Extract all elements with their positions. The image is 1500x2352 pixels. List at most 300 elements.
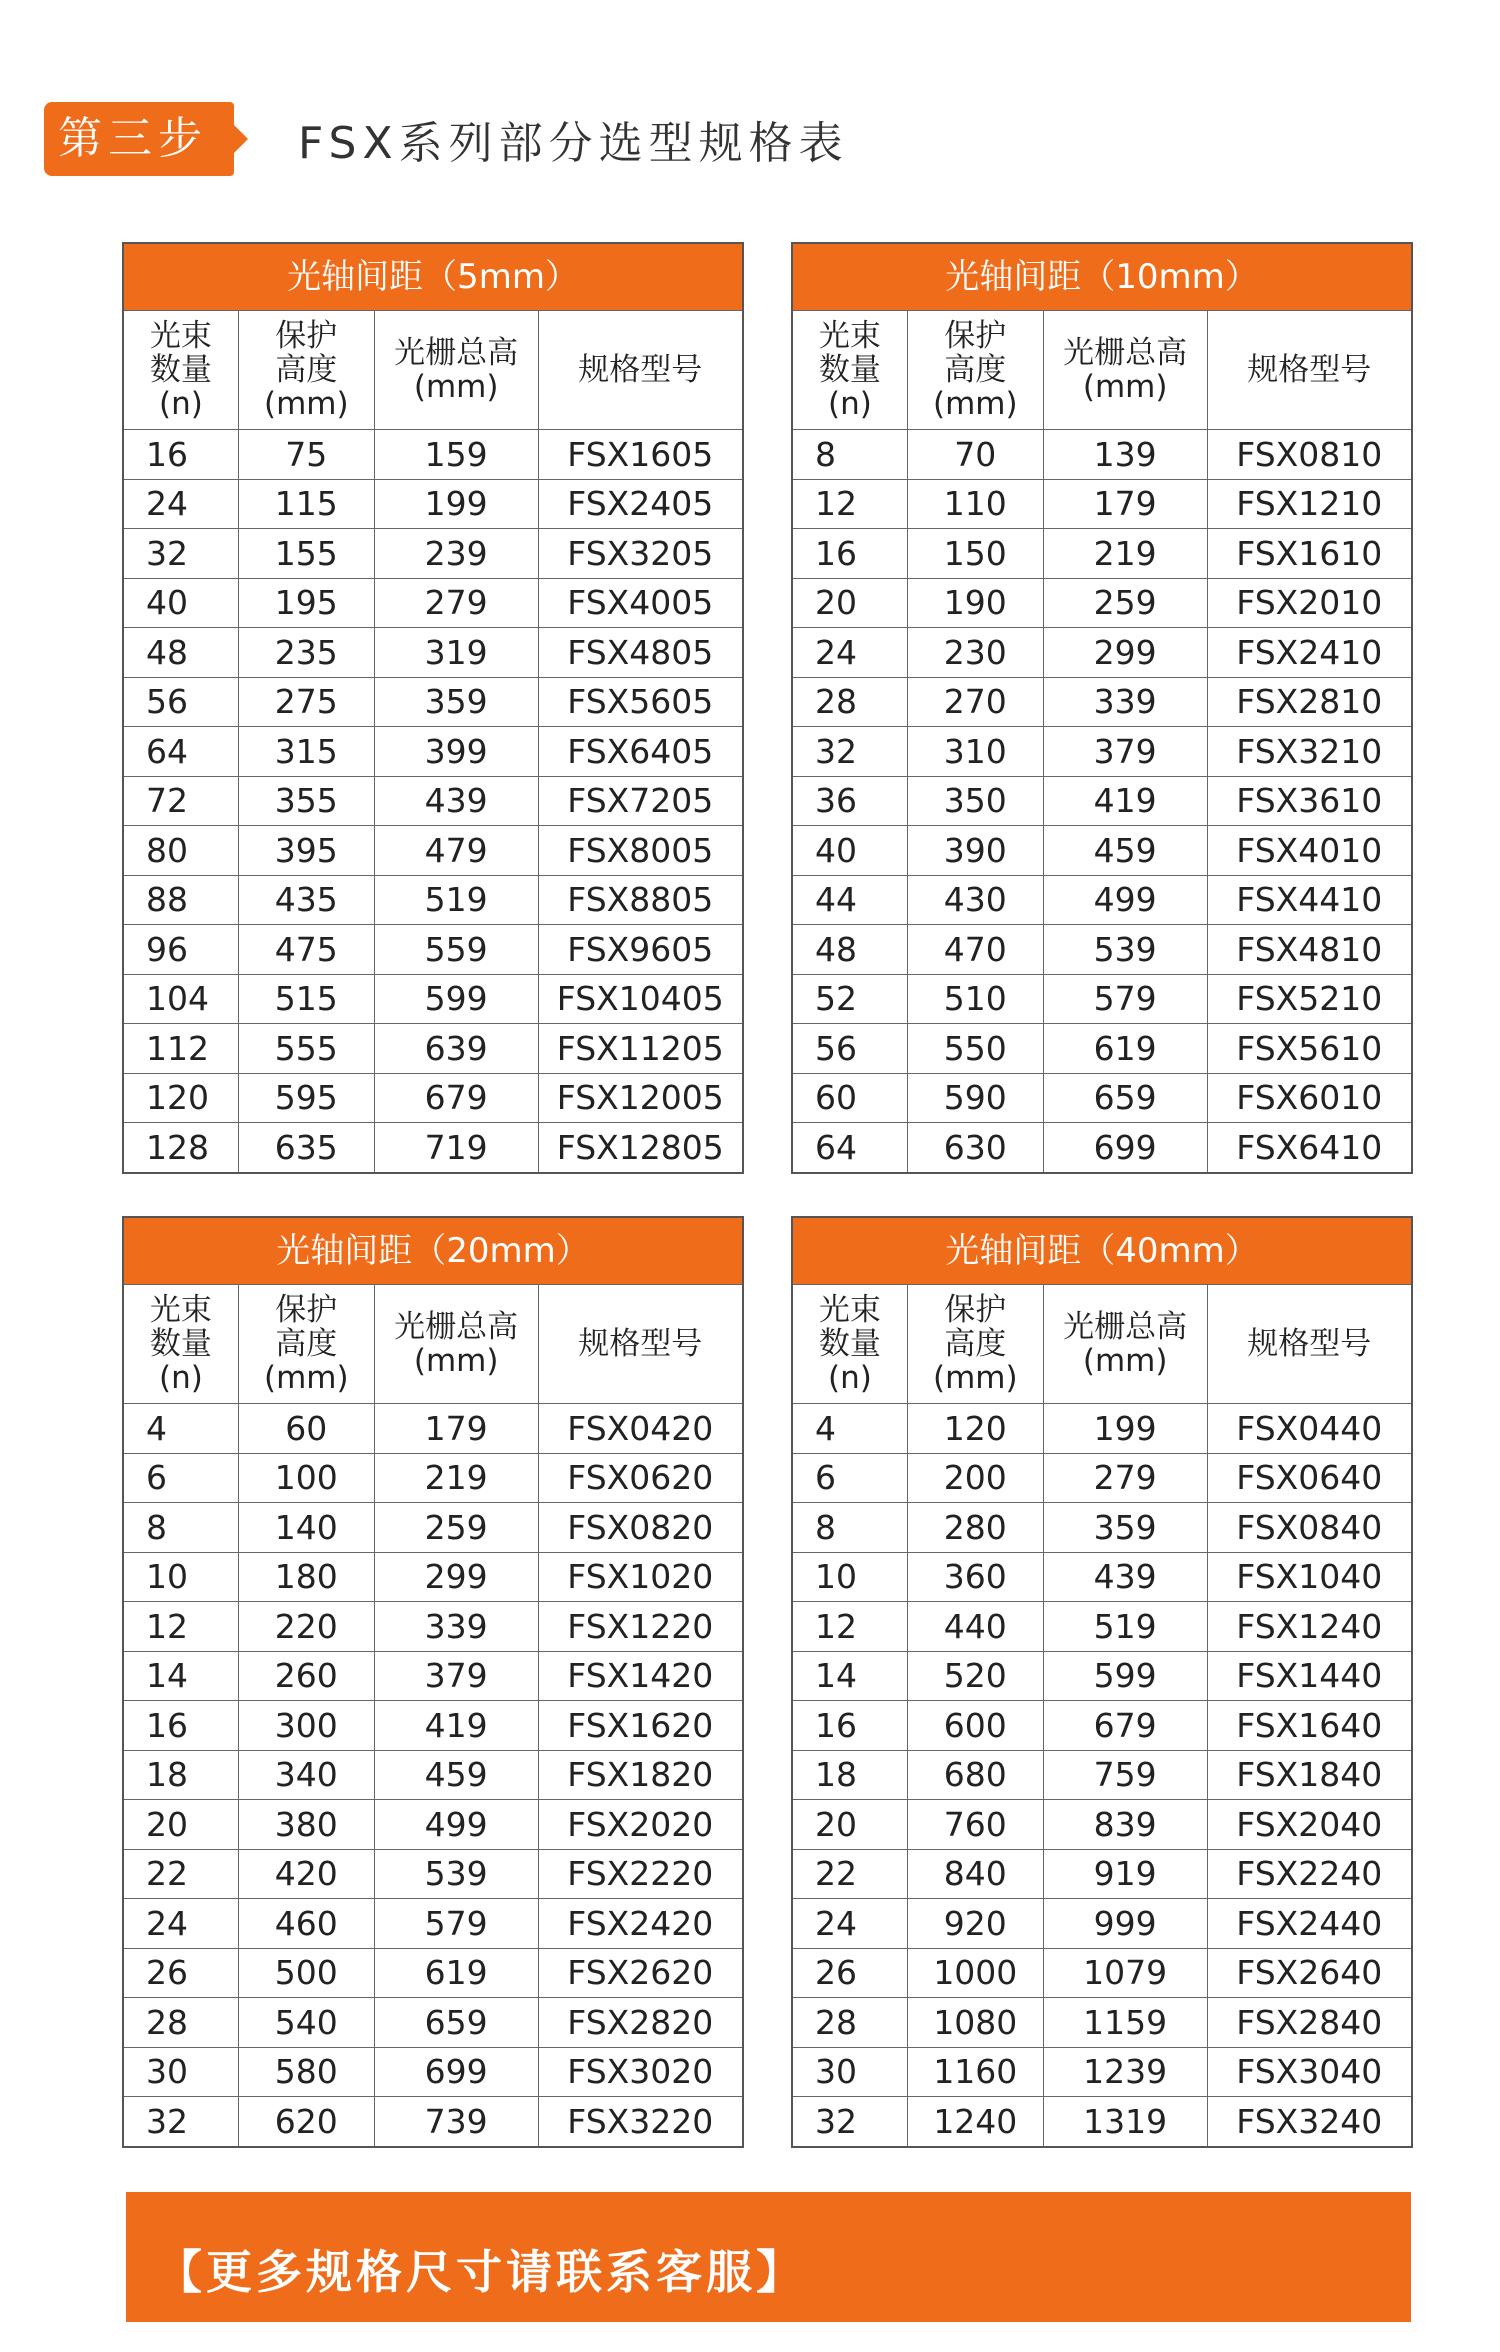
table-row bbox=[793, 1800, 1411, 1850]
total-height-cell: 459 bbox=[1043, 826, 1207, 876]
step-header bbox=[44, 102, 849, 176]
model-cell: FSX2640 bbox=[1207, 1948, 1411, 1998]
table-row bbox=[124, 578, 742, 628]
model-cell: FSX4410 bbox=[1207, 875, 1411, 925]
total-height-cell: 419 bbox=[374, 1701, 538, 1751]
total-height-cell: 1319 bbox=[1043, 2097, 1207, 2146]
beam-count-cell: 6 bbox=[793, 1453, 907, 1503]
model-cell: FSX4005 bbox=[538, 578, 742, 628]
protection-height-cell: 120 bbox=[907, 1404, 1043, 1454]
total-height-cell: 499 bbox=[1043, 875, 1207, 925]
protection-height-cell: 840 bbox=[907, 1849, 1043, 1899]
total-height-cell: 659 bbox=[1043, 1073, 1207, 1123]
total-height-cell: 1159 bbox=[1043, 1998, 1207, 2048]
model-cell: FSX1040 bbox=[1207, 1552, 1411, 1602]
spec-table-40mm bbox=[791, 1216, 1413, 2148]
beam-count-cell: 28 bbox=[793, 677, 907, 727]
table-title: 光轴间距（5mm） bbox=[124, 244, 742, 310]
total-height-cell: 579 bbox=[1043, 974, 1207, 1024]
table-title: 光轴间距（10mm） bbox=[793, 244, 1411, 310]
table-row bbox=[793, 776, 1411, 826]
beam-count-cell: 60 bbox=[793, 1073, 907, 1123]
model-cell: FSX4810 bbox=[1207, 925, 1411, 975]
protection-height-cell: 315 bbox=[238, 727, 374, 777]
total-height-cell: 479 bbox=[374, 826, 538, 876]
protection-height-cell: 1160 bbox=[907, 2047, 1043, 2097]
protection-height-cell: 760 bbox=[907, 1800, 1043, 1850]
total-height-cell: 219 bbox=[1043, 529, 1207, 579]
protection-height-cell: 440 bbox=[907, 1602, 1043, 1652]
beam-count-cell: 8 bbox=[793, 430, 907, 480]
beam-count-cell: 30 bbox=[124, 2047, 238, 2097]
model-cell: FSX11205 bbox=[538, 1024, 742, 1074]
table-row bbox=[793, 974, 1411, 1024]
model-cell: FSX1605 bbox=[538, 430, 742, 480]
beam-count-cell: 14 bbox=[124, 1651, 238, 1701]
beam-count-cell: 18 bbox=[124, 1750, 238, 1800]
total-height-cell: 999 bbox=[1043, 1899, 1207, 1949]
protection-height-cell: 470 bbox=[907, 925, 1043, 975]
protection-height-cell: 100 bbox=[238, 1453, 374, 1503]
beam-count-cell: 80 bbox=[124, 826, 238, 876]
beam-count-cell: 22 bbox=[793, 1849, 907, 1899]
total-height-cell: 719 bbox=[374, 1123, 538, 1172]
column-header: 规格型号 bbox=[538, 1285, 742, 1404]
total-height-cell: 499 bbox=[374, 1800, 538, 1850]
beam-count-cell: 16 bbox=[793, 1701, 907, 1751]
beam-count-cell: 16 bbox=[124, 1701, 238, 1751]
protection-height-cell: 920 bbox=[907, 1899, 1043, 1949]
table-row bbox=[793, 1602, 1411, 1652]
beam-count-cell: 8 bbox=[124, 1503, 238, 1553]
protection-height-cell: 360 bbox=[907, 1552, 1043, 1602]
protection-height-cell: 190 bbox=[907, 578, 1043, 628]
protection-height-cell: 580 bbox=[238, 2047, 374, 2097]
table-row bbox=[124, 1948, 742, 1998]
beam-count-cell: 26 bbox=[793, 1948, 907, 1998]
beam-count-cell: 52 bbox=[793, 974, 907, 1024]
protection-height-cell: 275 bbox=[238, 677, 374, 727]
total-height-cell: 619 bbox=[374, 1948, 538, 1998]
table-row bbox=[793, 677, 1411, 727]
protection-height-cell: 555 bbox=[238, 1024, 374, 1074]
model-cell: FSX1840 bbox=[1207, 1750, 1411, 1800]
total-height-cell: 259 bbox=[1043, 578, 1207, 628]
beam-count-cell: 16 bbox=[124, 430, 238, 480]
protection-height-cell: 270 bbox=[907, 677, 1043, 727]
beam-count-cell: 20 bbox=[124, 1800, 238, 1850]
total-height-cell: 919 bbox=[1043, 1849, 1207, 1899]
table-row bbox=[793, 2097, 1411, 2146]
protection-height-cell: 515 bbox=[238, 974, 374, 1024]
table-row bbox=[124, 1998, 742, 2048]
beam-count-cell: 24 bbox=[793, 628, 907, 678]
model-cell: FSX6410 bbox=[1207, 1123, 1411, 1172]
protection-height-cell: 195 bbox=[238, 578, 374, 628]
model-cell: FSX3040 bbox=[1207, 2047, 1411, 2097]
model-cell: FSX1240 bbox=[1207, 1602, 1411, 1652]
table-row bbox=[124, 1503, 742, 1553]
beam-count-cell: 40 bbox=[793, 826, 907, 876]
protection-height-cell: 380 bbox=[238, 1800, 374, 1850]
model-cell: FSX4010 bbox=[1207, 826, 1411, 876]
beam-count-cell: 48 bbox=[793, 925, 907, 975]
protection-height-cell: 635 bbox=[238, 1123, 374, 1172]
beam-count-cell: 14 bbox=[793, 1651, 907, 1701]
table-row bbox=[124, 1800, 742, 1850]
protection-height-cell: 235 bbox=[238, 628, 374, 678]
beam-count-cell: 40 bbox=[124, 578, 238, 628]
table-row bbox=[793, 1849, 1411, 1899]
table-row bbox=[124, 430, 742, 480]
table-row bbox=[793, 1404, 1411, 1454]
model-cell: FSX1210 bbox=[1207, 479, 1411, 529]
beam-count-cell: 8 bbox=[793, 1503, 907, 1553]
table-row bbox=[124, 925, 742, 975]
model-cell: FSX0440 bbox=[1207, 1404, 1411, 1454]
column-header: 光栅总高 (mm) bbox=[1043, 311, 1207, 430]
protection-height-cell: 110 bbox=[907, 479, 1043, 529]
total-height-cell: 139 bbox=[1043, 430, 1207, 480]
protection-height-cell: 1000 bbox=[907, 1948, 1043, 1998]
total-height-cell: 339 bbox=[1043, 677, 1207, 727]
beam-count-cell: 18 bbox=[793, 1750, 907, 1800]
column-header: 保护 高度 (mm) bbox=[238, 311, 374, 430]
beam-count-cell: 32 bbox=[124, 2097, 238, 2146]
protection-height-cell: 310 bbox=[907, 727, 1043, 777]
table-title: 光轴间距（20mm） bbox=[124, 1218, 742, 1284]
beam-count-cell: 88 bbox=[124, 875, 238, 925]
protection-height-cell: 260 bbox=[238, 1651, 374, 1701]
protection-height-cell: 340 bbox=[238, 1750, 374, 1800]
model-cell: FSX1440 bbox=[1207, 1651, 1411, 1701]
beam-count-cell: 64 bbox=[124, 727, 238, 777]
column-header: 保护 高度 (mm) bbox=[238, 1285, 374, 1404]
model-cell: FSX12805 bbox=[538, 1123, 742, 1172]
table-row bbox=[124, 776, 742, 826]
model-cell: FSX2020 bbox=[538, 1800, 742, 1850]
total-height-cell: 299 bbox=[1043, 628, 1207, 678]
table-row bbox=[124, 1552, 742, 1602]
total-height-cell: 359 bbox=[374, 677, 538, 727]
table-row bbox=[124, 628, 742, 678]
spec-grid bbox=[793, 1284, 1411, 2146]
header-row bbox=[793, 311, 1411, 430]
total-height-cell: 379 bbox=[374, 1651, 538, 1701]
model-cell: FSX2040 bbox=[1207, 1800, 1411, 1850]
column-header: 光束 数量 (n) bbox=[793, 311, 907, 430]
total-height-cell: 599 bbox=[374, 974, 538, 1024]
protection-height-cell: 630 bbox=[907, 1123, 1043, 1172]
model-cell: FSX1020 bbox=[538, 1552, 742, 1602]
table-row bbox=[793, 1701, 1411, 1751]
table-title: 光轴间距（40mm） bbox=[793, 1218, 1411, 1284]
column-header: 光栅总高 (mm) bbox=[1043, 1285, 1207, 1404]
model-cell: FSX2820 bbox=[538, 1998, 742, 2048]
beam-count-cell: 26 bbox=[124, 1948, 238, 1998]
table-row bbox=[124, 727, 742, 777]
total-height-cell: 339 bbox=[374, 1602, 538, 1652]
protection-height-cell: 180 bbox=[238, 1552, 374, 1602]
table-row bbox=[124, 1651, 742, 1701]
table-row bbox=[793, 1453, 1411, 1503]
beam-count-cell: 120 bbox=[124, 1073, 238, 1123]
table-row bbox=[793, 1948, 1411, 1998]
total-height-cell: 659 bbox=[374, 1998, 538, 2048]
total-height-cell: 319 bbox=[374, 628, 538, 678]
protection-height-cell: 355 bbox=[238, 776, 374, 826]
model-cell: FSX3240 bbox=[1207, 2097, 1411, 2146]
beam-count-cell: 10 bbox=[793, 1552, 907, 1602]
model-cell: FSX0810 bbox=[1207, 430, 1411, 480]
protection-height-cell: 60 bbox=[238, 1404, 374, 1454]
beam-count-cell: 20 bbox=[793, 1800, 907, 1850]
model-cell: FSX3220 bbox=[538, 2097, 742, 2146]
table-row bbox=[793, 1552, 1411, 1602]
table-row bbox=[793, 1123, 1411, 1172]
model-cell: FSX2620 bbox=[538, 1948, 742, 1998]
table-row bbox=[124, 1849, 742, 1899]
table-row bbox=[793, 628, 1411, 678]
table-row bbox=[124, 677, 742, 727]
beam-count-cell: 112 bbox=[124, 1024, 238, 1074]
beam-count-cell: 72 bbox=[124, 776, 238, 826]
model-cell: FSX1640 bbox=[1207, 1701, 1411, 1751]
table-row bbox=[793, 1503, 1411, 1553]
protection-height-cell: 475 bbox=[238, 925, 374, 975]
column-header: 规格型号 bbox=[1207, 311, 1411, 430]
header-row bbox=[124, 1285, 742, 1404]
protection-height-cell: 395 bbox=[238, 826, 374, 876]
protection-height-cell: 460 bbox=[238, 1899, 374, 1949]
table-row bbox=[124, 529, 742, 579]
total-height-cell: 439 bbox=[374, 776, 538, 826]
table-row bbox=[793, 826, 1411, 876]
beam-count-cell: 12 bbox=[124, 1602, 238, 1652]
table-row bbox=[793, 578, 1411, 628]
column-header: 光束 数量 (n) bbox=[793, 1285, 907, 1404]
model-cell: FSX1620 bbox=[538, 1701, 742, 1751]
model-cell: FSX2010 bbox=[1207, 578, 1411, 628]
protection-height-cell: 280 bbox=[907, 1503, 1043, 1553]
column-header: 光栅总高 (mm) bbox=[374, 311, 538, 430]
total-height-cell: 359 bbox=[1043, 1503, 1207, 1553]
beam-count-cell: 48 bbox=[124, 628, 238, 678]
protection-height-cell: 510 bbox=[907, 974, 1043, 1024]
beam-count-cell: 12 bbox=[793, 479, 907, 529]
total-height-cell: 699 bbox=[374, 2047, 538, 2097]
beam-count-cell: 20 bbox=[793, 578, 907, 628]
beam-count-cell: 64 bbox=[793, 1123, 907, 1172]
beam-count-cell: 32 bbox=[793, 727, 907, 777]
total-height-cell: 619 bbox=[1043, 1024, 1207, 1074]
protection-height-cell: 680 bbox=[907, 1750, 1043, 1800]
model-cell: FSX2840 bbox=[1207, 1998, 1411, 2048]
total-height-cell: 1239 bbox=[1043, 2047, 1207, 2097]
table-row bbox=[793, 727, 1411, 777]
beam-count-cell: 22 bbox=[124, 1849, 238, 1899]
protection-height-cell: 420 bbox=[238, 1849, 374, 1899]
table-row bbox=[124, 1123, 742, 1172]
model-cell: FSX2220 bbox=[538, 1849, 742, 1899]
spec-table-10mm bbox=[791, 242, 1413, 1174]
model-cell: FSX2810 bbox=[1207, 677, 1411, 727]
beam-count-cell: 10 bbox=[124, 1552, 238, 1602]
model-cell: FSX12005 bbox=[538, 1073, 742, 1123]
beam-count-cell: 28 bbox=[124, 1998, 238, 2048]
spec-grid bbox=[124, 1284, 742, 2146]
model-cell: FSX8805 bbox=[538, 875, 742, 925]
table-row bbox=[793, 430, 1411, 480]
table-row bbox=[124, 2097, 742, 2146]
table-row bbox=[124, 974, 742, 1024]
beam-count-cell: 4 bbox=[793, 1404, 907, 1454]
total-height-cell: 639 bbox=[374, 1024, 538, 1074]
beam-count-cell: 96 bbox=[124, 925, 238, 975]
model-cell: FSX5605 bbox=[538, 677, 742, 727]
beam-count-cell: 16 bbox=[793, 529, 907, 579]
protection-height-cell: 520 bbox=[907, 1651, 1043, 1701]
total-height-cell: 399 bbox=[374, 727, 538, 777]
table-row bbox=[124, 2047, 742, 2097]
total-height-cell: 379 bbox=[1043, 727, 1207, 777]
table-row bbox=[124, 1701, 742, 1751]
spec-grid bbox=[124, 310, 742, 1172]
column-header: 保护 高度 (mm) bbox=[907, 1285, 1043, 1404]
total-height-cell: 199 bbox=[374, 479, 538, 529]
total-height-cell: 839 bbox=[1043, 1800, 1207, 1850]
protection-height-cell: 150 bbox=[907, 529, 1043, 579]
table-row bbox=[124, 1073, 742, 1123]
beam-count-cell: 104 bbox=[124, 974, 238, 1024]
protection-height-cell: 550 bbox=[907, 1024, 1043, 1074]
table-row bbox=[793, 479, 1411, 529]
model-cell: FSX4805 bbox=[538, 628, 742, 678]
table-row bbox=[124, 1899, 742, 1949]
total-height-cell: 239 bbox=[374, 529, 538, 579]
protection-height-cell: 435 bbox=[238, 875, 374, 925]
model-cell: FSX0840 bbox=[1207, 1503, 1411, 1553]
column-header: 规格型号 bbox=[538, 311, 742, 430]
protection-height-cell: 600 bbox=[907, 1701, 1043, 1751]
model-cell: FSX2420 bbox=[538, 1899, 742, 1949]
total-height-cell: 299 bbox=[374, 1552, 538, 1602]
column-header: 保护 高度 (mm) bbox=[907, 311, 1043, 430]
column-header: 光束 数量 (n) bbox=[124, 1285, 238, 1404]
model-cell: FSX0420 bbox=[538, 1404, 742, 1454]
protection-height-cell: 220 bbox=[238, 1602, 374, 1652]
model-cell: FSX5210 bbox=[1207, 974, 1411, 1024]
total-height-cell: 759 bbox=[1043, 1750, 1207, 1800]
beam-count-cell: 30 bbox=[793, 2047, 907, 2097]
step-badge: 第三步 bbox=[44, 102, 234, 176]
total-height-cell: 539 bbox=[374, 1849, 538, 1899]
table-row bbox=[124, 1602, 742, 1652]
total-height-cell: 259 bbox=[374, 1503, 538, 1553]
beam-count-cell: 32 bbox=[793, 2097, 907, 2146]
protection-height-cell: 620 bbox=[238, 2097, 374, 2146]
beam-count-cell: 36 bbox=[793, 776, 907, 826]
protection-height-cell: 350 bbox=[907, 776, 1043, 826]
beam-count-cell: 128 bbox=[124, 1123, 238, 1172]
beam-count-cell: 28 bbox=[793, 1998, 907, 2048]
total-height-cell: 739 bbox=[374, 2097, 538, 2146]
protection-height-cell: 590 bbox=[907, 1073, 1043, 1123]
total-height-cell: 539 bbox=[1043, 925, 1207, 975]
model-cell: FSX7205 bbox=[538, 776, 742, 826]
model-cell: FSX3610 bbox=[1207, 776, 1411, 826]
beam-count-cell: 56 bbox=[124, 677, 238, 727]
protection-height-cell: 540 bbox=[238, 1998, 374, 2048]
total-height-cell: 219 bbox=[374, 1453, 538, 1503]
total-height-cell: 599 bbox=[1043, 1651, 1207, 1701]
header-row bbox=[124, 311, 742, 430]
table-row bbox=[124, 1024, 742, 1074]
model-cell: FSX0620 bbox=[538, 1453, 742, 1503]
total-height-cell: 199 bbox=[1043, 1404, 1207, 1454]
model-cell: FSX1610 bbox=[1207, 529, 1411, 579]
model-cell: FSX3210 bbox=[1207, 727, 1411, 777]
table-row bbox=[124, 826, 742, 876]
beam-count-cell: 44 bbox=[793, 875, 907, 925]
model-cell: FSX6405 bbox=[538, 727, 742, 777]
model-cell: FSX0820 bbox=[538, 1503, 742, 1553]
protection-height-cell: 1240 bbox=[907, 2097, 1043, 2146]
protection-height-cell: 140 bbox=[238, 1503, 374, 1553]
model-cell: FSX9605 bbox=[538, 925, 742, 975]
total-height-cell: 279 bbox=[1043, 1453, 1207, 1503]
beam-count-cell: 24 bbox=[793, 1899, 907, 1949]
total-height-cell: 179 bbox=[374, 1404, 538, 1454]
model-cell: FSX2405 bbox=[538, 479, 742, 529]
table-row bbox=[793, 1998, 1411, 2048]
table-row bbox=[124, 1750, 742, 1800]
table-row bbox=[793, 875, 1411, 925]
page-title: FSX系列部分选型规格表 bbox=[298, 118, 849, 169]
model-cell: FSX0640 bbox=[1207, 1453, 1411, 1503]
beam-count-cell: 24 bbox=[124, 479, 238, 529]
protection-height-cell: 1080 bbox=[907, 1998, 1043, 2048]
model-cell: FSX2440 bbox=[1207, 1899, 1411, 1949]
protection-height-cell: 390 bbox=[907, 826, 1043, 876]
beam-count-cell: 56 bbox=[793, 1024, 907, 1074]
table-row bbox=[793, 925, 1411, 975]
column-header: 光束 数量 (n) bbox=[124, 311, 238, 430]
model-cell: FSX1220 bbox=[538, 1602, 742, 1652]
model-cell: FSX1420 bbox=[538, 1651, 742, 1701]
protection-height-cell: 430 bbox=[907, 875, 1043, 925]
protection-height-cell: 75 bbox=[238, 430, 374, 480]
model-cell: FSX10405 bbox=[538, 974, 742, 1024]
table-row bbox=[793, 1024, 1411, 1074]
table-row bbox=[793, 1899, 1411, 1949]
total-height-cell: 579 bbox=[374, 1899, 538, 1949]
spec-grid bbox=[793, 310, 1411, 1172]
protection-height-cell: 230 bbox=[907, 628, 1043, 678]
model-cell: FSX6010 bbox=[1207, 1073, 1411, 1123]
protection-height-cell: 70 bbox=[907, 430, 1043, 480]
total-height-cell: 519 bbox=[1043, 1602, 1207, 1652]
contact-banner: 【更多规格尺寸请联系客服】 bbox=[126, 2192, 1411, 2322]
model-cell: FSX2410 bbox=[1207, 628, 1411, 678]
total-height-cell: 1079 bbox=[1043, 1948, 1207, 1998]
protection-height-cell: 115 bbox=[238, 479, 374, 529]
column-header: 光栅总高 (mm) bbox=[374, 1285, 538, 1404]
protection-height-cell: 300 bbox=[238, 1701, 374, 1751]
beam-count-cell: 4 bbox=[124, 1404, 238, 1454]
table-row bbox=[793, 1073, 1411, 1123]
total-height-cell: 519 bbox=[374, 875, 538, 925]
